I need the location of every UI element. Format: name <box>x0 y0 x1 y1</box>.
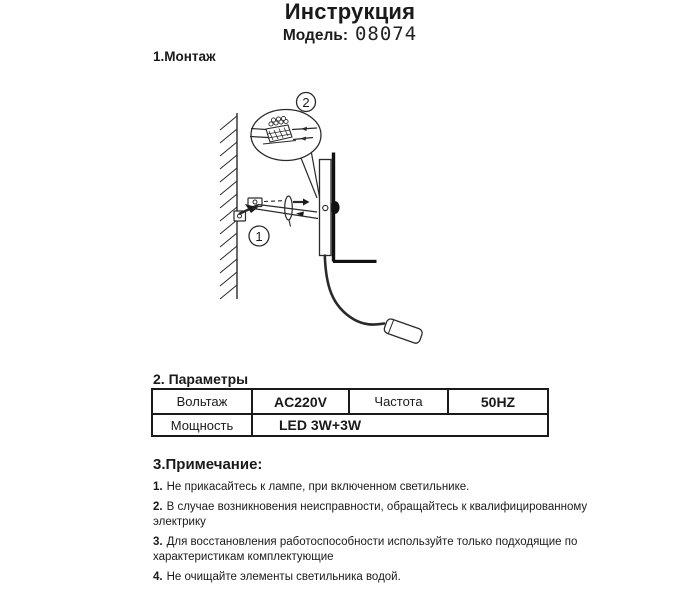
page-title: Инструкция <box>284 0 416 24</box>
lamp-head <box>383 318 423 345</box>
lamp-cord <box>325 256 384 325</box>
mounting-screws <box>253 196 318 227</box>
section-heading-montage: 1.Монтаж <box>153 49 216 64</box>
step-1-marker <box>249 226 269 246</box>
note-text: Не очищайте элементы светильника водой. <box>166 570 401 583</box>
note-text: характеристикам комплектующие <box>153 551 334 563</box>
installation-diagram <box>200 80 480 370</box>
alignment-dashed-line <box>264 201 287 202</box>
step-1-label: 1 <box>255 229 263 244</box>
param-value-frequency: 50HZ <box>448 389 548 414</box>
param-value-power: LED 3W+3W <box>252 414 548 436</box>
screw-hole <box>323 205 328 210</box>
param-name-power: Мощность <box>152 414 252 436</box>
lamp-backplate <box>320 153 377 264</box>
terminal-callout <box>250 110 321 199</box>
step-2-label: 2 <box>302 95 310 110</box>
param-name-voltage: Вольтаж <box>152 389 252 414</box>
param-value-voltage: AC220V <box>252 389 349 414</box>
params-table <box>151 388 549 437</box>
note-text: электрику <box>153 516 206 528</box>
param-name-frequency: Частота <box>349 389 448 414</box>
table-row <box>152 389 548 414</box>
model-line <box>0 24 700 46</box>
note-number: 4. <box>153 570 163 583</box>
table-row <box>152 414 548 436</box>
push-arrow-icon <box>303 199 310 206</box>
section-heading-params: 2. Параметры <box>153 371 249 387</box>
model-number: 08074 <box>354 23 418 45</box>
note-number: 2. <box>153 500 163 513</box>
note-number: 3. <box>153 535 163 548</box>
note-text: Для восстановления работоспособности используйте только подходящие по <box>166 535 578 548</box>
step-2-marker <box>297 93 316 112</box>
notes-list <box>153 480 593 589</box>
model-label: Модель: <box>282 27 348 44</box>
note-number: 1. <box>153 481 163 493</box>
lamp-knob <box>330 201 339 214</box>
section-heading-notes: 3.Примечание: <box>153 456 263 473</box>
note-text: Не прикасайтесь к лампе, при включенном светильнике. <box>166 481 470 493</box>
note-item <box>153 500 593 531</box>
note-item <box>153 535 593 566</box>
wall-hatching <box>220 116 237 299</box>
wall <box>220 113 237 299</box>
note-text: В случае возникновения неисправности, обращайтесь к квалифицированному <box>166 500 588 513</box>
backplate-base <box>333 260 377 263</box>
note-item <box>153 480 593 496</box>
